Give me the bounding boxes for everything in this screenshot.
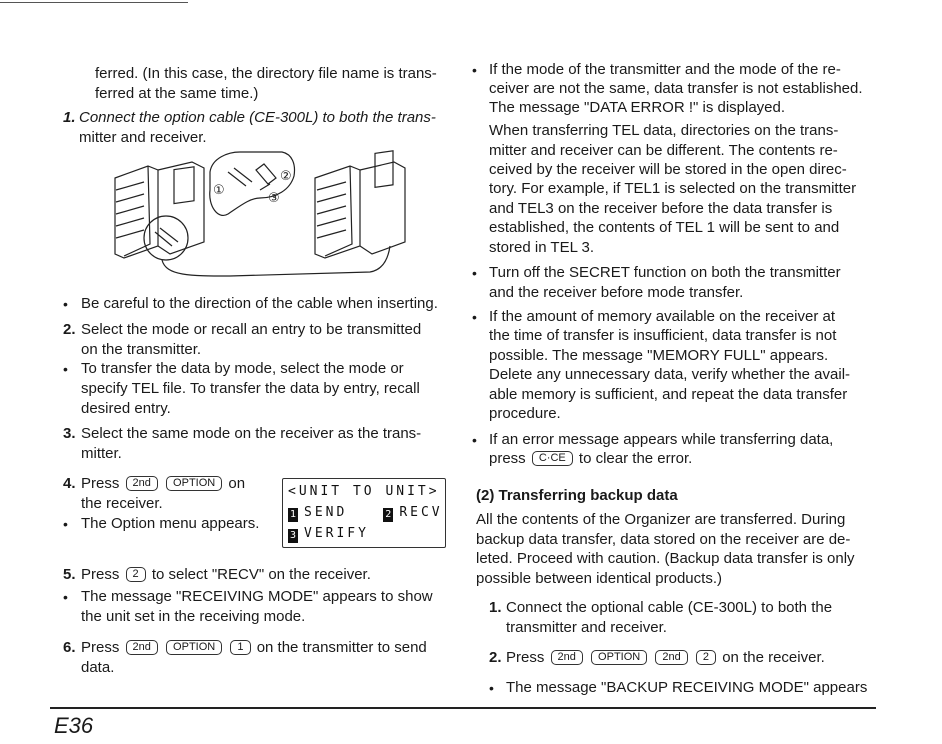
key-2nd: 2nd <box>551 650 583 665</box>
lcd-row-options <box>288 503 443 523</box>
step6-line-2: data. <box>81 659 115 676</box>
tel-para-line-7: stored in TEL 3. <box>489 239 595 256</box>
step6-text: on the transmitter to send <box>256 639 427 656</box>
bullet-careful: Be careful to the direction of the cable when inserting. <box>81 295 438 312</box>
key-2nd: 2nd <box>126 640 158 655</box>
footer-rule <box>50 707 876 709</box>
bullet-mode-line-2: ceiver are not the same, data transfer is not established. <box>489 80 863 97</box>
step-number: 5. <box>63 566 76 583</box>
bullet-memory-line-6: procedure. <box>489 405 561 422</box>
backup-step1-line-2: transmitter and receiver. <box>506 619 667 636</box>
lcd-display <box>282 478 446 548</box>
intro-line-2: ferred at the same time.) <box>95 85 259 102</box>
bullet-secret-line-1: Turn off the SECRET function on both the transmitter <box>489 264 841 281</box>
bullet-receiving-line-1: The message "RECEIVING MODE" appears to show <box>81 588 433 605</box>
step4-line-1 <box>81 474 245 494</box>
page-number: E36 <box>54 713 94 738</box>
key-2nd: 2nd <box>126 476 158 491</box>
key-option: OPTION <box>166 476 222 491</box>
step5-text: to select "RECV" on the receiver. <box>151 566 371 583</box>
step5-line <box>81 565 371 585</box>
step2-line-1: Select the mode or recall an entry to be transmitted <box>81 321 422 338</box>
key-option: OPTION <box>591 650 647 665</box>
bullet-memory-line-1: If the amount of memory available on the receiver at <box>489 308 836 325</box>
tel-para-line-2: mitter and receiver can be different. The contents re- <box>489 142 838 159</box>
bullet-memory-line-3: possible. The message "MEMORY FULL" appears. <box>489 347 829 364</box>
step1-line-1: Connect the option cable (CE-300L) to both the trans- <box>79 109 436 126</box>
backup-para-line-2: backup data transfer, data stored on the receiver are de- <box>476 531 851 548</box>
bullet-secret-line-2: and the receiver before mode transfer. <box>489 284 744 301</box>
callout-label-3: ③ <box>268 191 280 206</box>
step-number: 1. <box>489 599 502 616</box>
lcd-row-verify <box>288 524 369 544</box>
bullet-dot: • <box>63 516 68 532</box>
tel-para-line-1: When transferring TEL data, directories on the trans- <box>489 122 839 139</box>
bullet-memory-line-2: the time of transfer is insufficient, data transfer is not <box>489 327 837 344</box>
key-2nd: 2nd <box>655 650 687 665</box>
step-number: 1. <box>63 109 76 126</box>
step-number: 3. <box>63 425 76 442</box>
bullet-mode-line-3: The message "DATA ERROR !" is displayed. <box>489 99 786 116</box>
lcd-option-send: SEND <box>304 505 348 520</box>
step4-line-2: the receiver. <box>81 495 163 512</box>
bullet-dot: • <box>472 432 477 448</box>
callout-label-2: ② <box>280 169 292 184</box>
cable-connection-diagram <box>100 150 420 282</box>
bullet-memory-line-5: able memory is sufficient, and repeat the data transfer <box>489 386 848 403</box>
step2-line-2: on the transmitter. <box>81 341 202 358</box>
lcd-option-verify: VERIFY <box>304 526 369 541</box>
callout-label-1: ① <box>213 183 225 198</box>
bullet-error-line-2 <box>489 449 692 469</box>
step-number: 2. <box>63 321 76 338</box>
lcd-row-title: <UNIT TO UNIT> <box>288 484 440 499</box>
lcd-option-number: 2 <box>385 509 392 520</box>
backup-step2-line <box>506 648 825 668</box>
step3-line-1: Select the same mode on the receiver as the trans- <box>81 425 422 442</box>
bullet-dot: • <box>63 361 68 377</box>
bullet-dot: • <box>63 589 68 605</box>
bullet-dot: • <box>489 680 494 696</box>
bullet-error-rest: to clear the error. <box>578 450 693 467</box>
press-text: Press <box>81 639 120 656</box>
tel-para-line-6: established, the contents of TEL 1 will be sent to and <box>489 219 840 236</box>
intro-line-1: ferred. (In this case, the directory file name is trans- <box>95 65 437 82</box>
section-heading: (2) Transferring backup data <box>476 487 678 504</box>
bullet-backup: The message "BACKUP RECEIVING MODE" appears <box>506 679 868 696</box>
tel-para-line-3: ceived by the receiver will be stored in the open direc- <box>489 161 847 178</box>
backup-step2-text: on the receiver. <box>722 649 825 666</box>
step-number: 2. <box>489 649 502 666</box>
backup-para-line-1: All the contents of the Organizer are transferred. During <box>476 511 846 528</box>
backup-para-line-4: possible between identical products.) <box>476 570 722 587</box>
lcd-option-recv: RECV <box>399 505 443 520</box>
key-1: 1 <box>230 640 250 655</box>
press-text: Press <box>81 475 120 492</box>
press-text: Press <box>81 566 120 583</box>
step1-line-2: mitter and receiver. <box>79 129 207 146</box>
bullet-transfer-line-3: desired entry. <box>81 400 171 417</box>
backup-step1-line-1: Connect the optional cable (CE-300L) to both the <box>506 599 833 616</box>
right-organizer-icon <box>315 166 360 258</box>
tel-para-line-5: and TEL3 on the receiver before the data transfer is <box>489 200 833 217</box>
step6-line-1 <box>81 638 427 658</box>
bullet-error-line-1: If an error message appears while transferring data, <box>489 431 834 448</box>
top-rule <box>0 2 188 3</box>
on-text: on <box>228 475 246 492</box>
step-number: 4. <box>63 475 76 492</box>
step-number: 6. <box>63 639 76 656</box>
bullet-dot: • <box>472 62 477 78</box>
bullet-memory-line-4: Delete any unnecessary data, verify whether the avail- <box>489 366 851 383</box>
key-option: OPTION <box>166 640 222 655</box>
lcd-option-number: 3 <box>289 530 297 541</box>
bullet-mode-line-1: If the mode of the transmitter and the mode of the re- <box>489 61 841 78</box>
bullet-option-menu: The Option menu appears. <box>81 515 260 532</box>
bullet-dot: • <box>472 309 477 325</box>
bullet-transfer-line-2: specify TEL file. To transfer the data by entry, recall <box>81 380 420 397</box>
key-2: 2 <box>696 650 716 665</box>
backup-para-line-3: leted. Proceed with caution. (Backup data transfer is only <box>476 550 855 567</box>
tel-para-line-4: tory. For example, if TEL1 is selected on the transmitter <box>489 180 857 197</box>
lcd-option-number: 1 <box>289 509 297 520</box>
key-2: 2 <box>126 567 146 582</box>
cable-plug-icon <box>228 164 276 190</box>
key-c-ce: C·CE <box>532 451 573 466</box>
bullet-dot: • <box>63 296 68 312</box>
step3-line-2: mitter. <box>81 445 122 462</box>
bullet-receiving-line-2: the unit set in the receiving mode. <box>81 608 306 625</box>
bullet-dot: • <box>472 265 477 281</box>
press-text: Press <box>506 649 545 666</box>
press-text: press <box>489 450 526 467</box>
bullet-transfer-line-1: To transfer the data by mode, select the mode or <box>81 360 404 377</box>
